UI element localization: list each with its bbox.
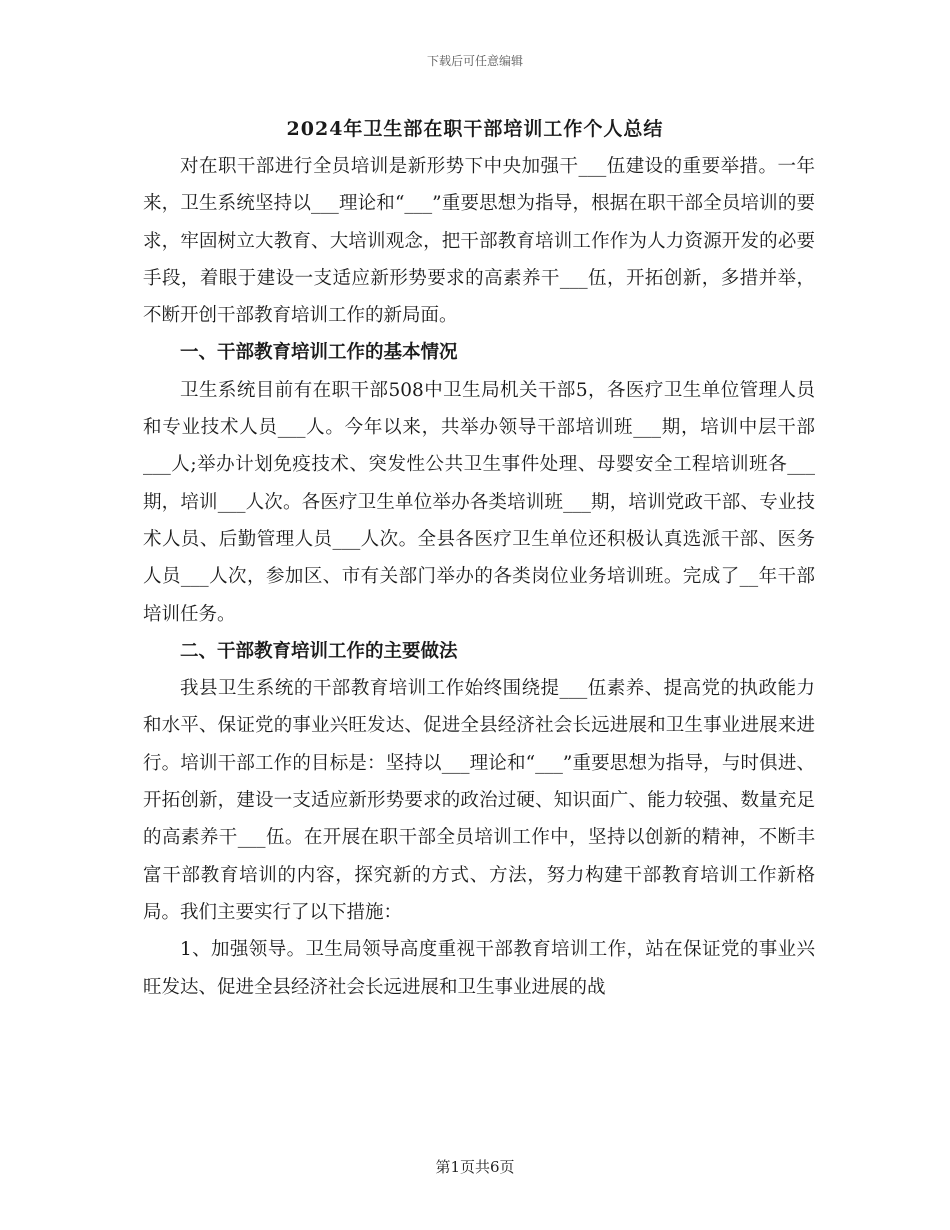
section-2-paragraph: 我县卫生系统的干部教育培训工作始终围绕提___伍素养、提高党的执政能力和水平、保证党的事业兴旺发达、促进全县经济社会长远进展和卫生事业进展来进行。培训干部工作的目标是：坚持以___理论和“___”重要思想为指导，与时俱进、开拓创新，建设一支适应新形势要求的政治过硬、知识面广、能力较强、数量充足的高素养干___伍。在开展在职干部全员培训工作中，坚持以创新的精神，不断丰富干部教育培训的内容，探究新的方式、方法，努力构建干部教育培训工作新格局。我们主要实行了以下措施： [143,678,815,923]
section-2-heading: 二、干部教育培训工作的主要做法 [180,640,458,662]
item-1-paragraph: 1、加强领导。卫生局领导高度重视干部教育培训工作，站在保证党的事业兴旺发达、促进全县经济社会长远进展和卫生事业进展的战 [143,939,815,998]
document-body [143,148,815,1006]
section-1-heading: 一、干部教育培训工作的基本情况 [180,342,458,364]
page-footer: 第1页共6页 [435,1158,515,1176]
intro-paragraph: 对在职干部进行全员培训是新形势下中央加强干___伍建设的重要举措。一年来，卫生系统坚持以___理论和“___”重要思想为指导，根据在职干部全员培训的要求，牢固树立大教育、大培训观念，把干部教育培训工作作为人力资源开发的必要手段，着眼于建设一支适应新形势要求的高素养干___伍，开拓创新，多措并举，不断开创干部教育培训工作的新局面。 [143,156,815,327]
section-1-paragraph: 卫生系统目前有在职干部508中卫生局机关干部5，各医疗卫生单位管理人员和专业技术人员___人。今年以来，共举办领导干部培训班___期，培训中层干部___人;举办计划免疫技术、突发性公共卫生事件处理、母婴安全工程培训班各___期，培训___人次。各医疗卫生单位举办各类培训班___期，培训党政干部、专业技术人员、后勤管理人员___人次。全县各医疗卫生单位还积极认真选派干部、医务人员___人次，参加区、市有关部门举办的各类岗位业务培训班。完成了__年干部培训任务。 [143,379,815,625]
document-title: 2024年卫生部在职干部培训工作个人总结 [286,118,664,140]
header-note: 下载后可任意编辑 [426,54,523,68]
